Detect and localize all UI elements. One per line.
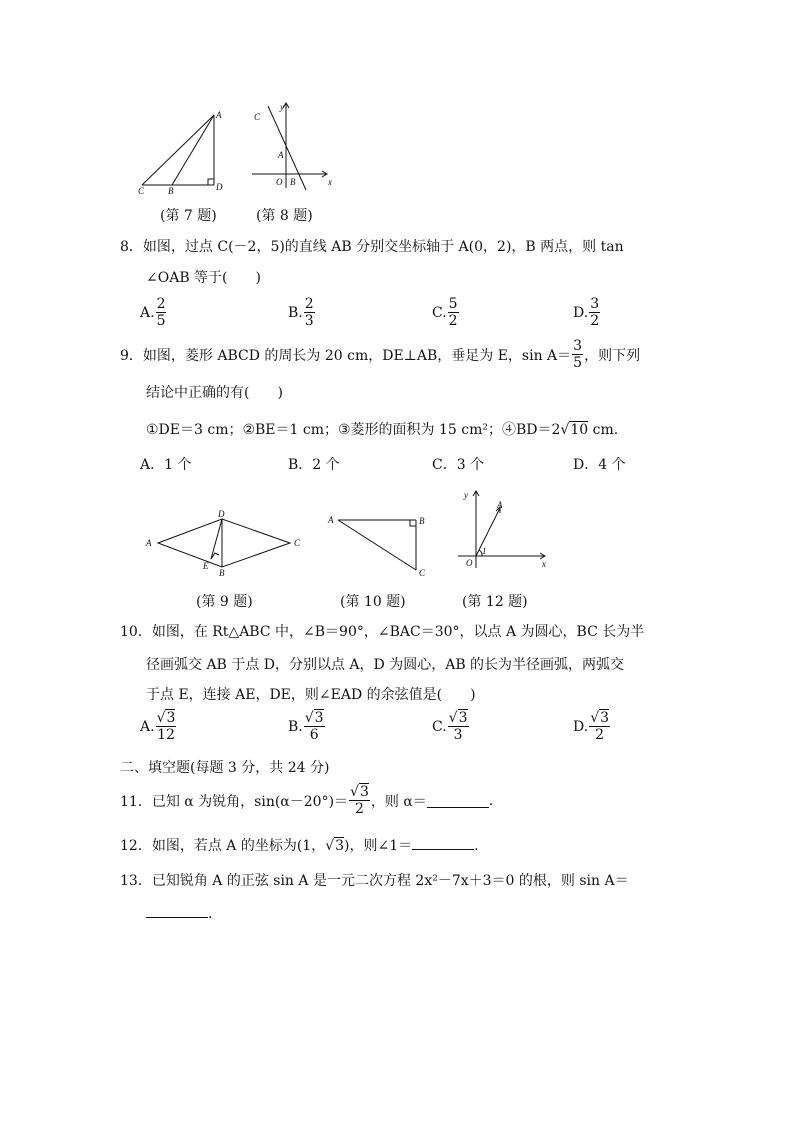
q10-option-d: D. $\frac{√3}{2}$ [573,710,610,743]
q11: 11．已知 α 为锐角，sin(α－20°)＝ $\frac{√3}{2}$ ，则 α＝ . [120,784,494,817]
caption-fig8: (第 8 题) [256,208,313,224]
q13-answer-blank [146,903,208,918]
label-C: C [254,112,261,122]
figure-10 [320,508,440,583]
label-angle-1: 1 [482,546,487,556]
label-C: C [419,568,426,578]
figure-12 [456,488,556,578]
q11-answer-blank [427,793,489,808]
q9-line3: ①DE＝3 cm；②BE＝1 cm；③菱形的面积为 15 cm²；④BD＝2√10 cm. [146,422,619,438]
q8-option-d: D. $\frac{3}{2}$ [573,296,600,329]
label-A: A [328,515,334,525]
q10-line1: 10．如图，在 Rt△ABC 中，∠B＝90°，∠BAC＝30°，以点 A 为圆心，BC 长为半 [120,624,645,640]
caption-fig7: (第 7 题) [160,208,217,224]
label-E: E [203,561,209,571]
label-x: x [328,177,332,187]
label-A: A [146,538,152,548]
figure-7 [130,105,230,197]
figure-9 [140,505,310,585]
label-C: C [138,186,145,196]
label-B: B [219,568,225,578]
section-title: 二、填空题(每题 3 分，共 24 分) [120,760,330,776]
label-y: y [280,102,284,112]
q12-answer-blank [412,835,474,850]
label-x: x [542,559,546,569]
label-D: D [218,509,225,519]
q9-option-c: C．3 个 [432,457,485,473]
q8-line1: 8．如图，过点 C(－2，5)的直线 AB 分别交坐标轴于 A(0，2)，B 两点，则 tan [120,239,624,255]
q10-option-b: B. $\frac{√3}{6}$ [288,710,324,743]
q8-option-b: B. $\frac{2}{3}$ [288,296,314,329]
q13-line1: 13．已知锐角 A 的正弦 sin A 是一元二次方程 2x²－7x＋3＝0 的根，则 sin A＝ [120,873,629,889]
q9-option-a: A．1 个 [140,457,192,473]
caption-fig9: (第 9 题) [196,594,253,610]
label-B: B [419,516,425,526]
label-C: C [294,538,301,548]
q8-option-c: C. $\frac{5}{2}$ [432,296,458,329]
label-A: A [497,500,503,510]
q10-option-a: A. $\frac{√3}{12}$ [140,710,176,743]
q8-line2: ∠OAB 等于( ) [146,270,261,286]
q9-option-b: B．2 个 [288,457,340,473]
label-B: B [290,177,296,187]
caption-fig10: (第 10 题) [340,594,406,610]
caption-fig12: (第 12 题) [462,594,528,610]
figure-8 [248,100,338,192]
label-O: O [466,558,473,568]
q9-line2: 结论中正确的有( ) [146,385,283,401]
q8-option-a: A. $\frac{2}{5}$ [140,296,166,329]
q9-line1: 9．如图，菱形 ABCD 的周长为 20 cm，DE⊥AB，垂足为 E，sin A＝ $\frac{3}{5}$ ，则下列 [120,338,641,371]
q10-line2: 径画弧交 AB 于点 D，分别以点 A，D 为圆心，AB 的长为半径画弧，两弧交 [146,657,625,673]
label-A: A [278,150,284,160]
label-O: O [276,177,283,187]
q12: 12．如图，若点 A 的坐标为(1，√3)，则∠1＝ . [120,835,479,856]
label-y: y [464,490,468,500]
q9-option-d: D．4 个 [573,457,626,473]
q10-option-c: C. $\frac{√3}{3}$ [432,710,468,743]
label-D: D [216,182,223,192]
q13-line2: . [146,903,212,924]
label-A: A [216,110,222,120]
q10-line3: 于点 E，连接 AE，DE，则∠EAD 的余弦值是( ) [146,687,476,703]
label-B: B [168,186,174,196]
